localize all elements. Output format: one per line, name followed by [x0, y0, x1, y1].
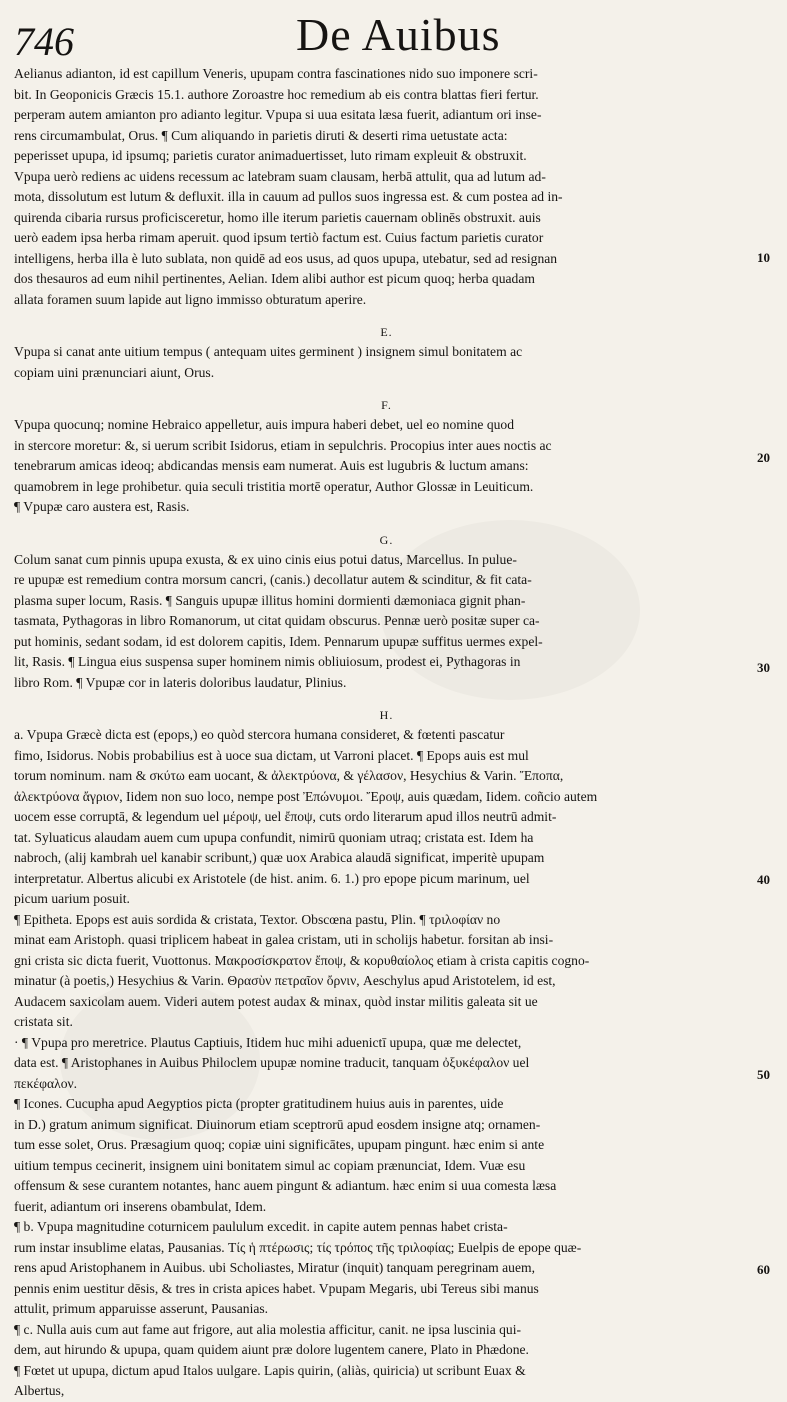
text-line: gni crista sic dicta fuerit, Vuottonus. Μακροσίσκρατον ἔποψ, & κορυθαίολος etiam à crista capitis cogno- [14, 952, 590, 968]
text-line: ¶ Icones. Cucupha apud Aegyptios picta (propter gratitudinem huius auis in parentes, uide [14, 1096, 504, 1111]
text-line: Vpupa uerò rediens ac uidens recessum ac latebram suam clausam, herbā attulit, qua ad lutum ad- [14, 168, 546, 184]
text-line: fimo, Isidorus. Nobis probabilius est à uoce sua dictam, ut Varroni placet. ¶ Epops auis est mul [14, 747, 529, 763]
text-line: in stercore moretur: &, si uerum scribit Isidorus, etiam in sepulchris. Procopius inter aues noctis ac [14, 437, 552, 453]
text-line: Audacem saxicolam auem. Videri autem potest audax & minax, quòd instar militis galeata sit ue [14, 993, 538, 1009]
section-letter-f: F. [381, 398, 392, 412]
text-line: nabroch, (alij kambrah uel kanabir scribunt,) quæ uox Arabica alaudā significat, imperitè upupam [14, 850, 545, 865]
text-line: intelligens, herba illa è luto sublata, non quidē ad eos usus, ad quos upupa, utebatur, sed ad resignan [14, 250, 558, 266]
text-line: ¶ c. Nulla auis cum aut fame aut frigore, aut alia molestia afficitur, canit. ne ipsa luscinia qui- [14, 1321, 522, 1337]
text-line: rens circumambulat, Orus. ¶ Cum aliquando in parietis diruti & deserti rima uetustate acta: [14, 127, 508, 143]
text-line: put hominis, sedant sodam, id est dolorem capitis, Idem. Pennarum upupæ suffitus uermes expel- [14, 633, 543, 649]
text-line: allata foramen suum lapide aut ligno immisso obturatum aperire. [14, 291, 367, 307]
section-letter-h: H. [379, 708, 394, 722]
text-line: offensum & sese curantem notantes, hanc auem pingunt & adiantum. hæc enim si uua comesta læsa [14, 1178, 557, 1193]
section-letter-g: G. [379, 532, 394, 547]
text-line: uocem esse corruptā, & legendum uel μέροψ, uel ἔποψ, cuts ordo literarum apud illos neutrū admit- [14, 809, 557, 824]
paragraph-block [14, 64, 759, 310]
body-text [14, 64, 759, 1402]
text-line: picum uarium posuit. [14, 891, 130, 906]
text-line: Vpupa si canat ante uitium tempus ( antequam uites germinent ) insignem simul bonitatem ac [14, 344, 523, 359]
text-line: peperisset upupa, id ipsumq; parietis curator animaduertisset, luto rimam expleuit & obstruxit. [14, 148, 527, 163]
text-line: attulit, primum apparuisse asserunt, Pausanias. [14, 1301, 269, 1316]
text-line: · ¶ Vpupa pro meretrice. Plautus Captiuis, Itidem huc mihi aduenictī upupa, quæ me delectet, [14, 1034, 522, 1050]
text-line: uitium tempus cecinerit, insignem uini bonitatem simul ac copiam prænunciat, Idem. Vuæ esu [14, 1157, 526, 1173]
text-line: uerò eadem ipsa herba rimam aperuit. quod ipsum tertiò factum est. Cuius factum parietis curator [14, 230, 544, 245]
text-line: quamobrem in lege prohibetur. quia seculi tristitia mortē operatur, Author Glossæ in Leuiticum. [14, 478, 534, 494]
text-line: bit. In Geoponicis Græcis 15.1. authore Zoroastre hoc remedium ab eis contra blattas fieri fertur. [14, 86, 539, 102]
page-number: 746 [14, 19, 74, 64]
text-line: tum esse solet, Orus. Præsagium quoq; copiæ uini significātes, upupam pingunt. hæc enim si ante [14, 1137, 545, 1152]
spacer [14, 518, 759, 530]
text-line: ¶ Vpupæ caro austera est, Rasis. [14, 499, 190, 514]
text-line: a. Vpupa Græcè dicta est (epops,) eo quòd stercora humana consideret, & fœtenti pascatur [14, 727, 505, 742]
spacer [14, 693, 759, 705]
text-line: tat. Syluaticus alaudam auem cum upupa confundit, nimirū quoniam utraq; cristata est. Idem ha [14, 829, 534, 845]
text-line: cristata sit. [14, 1014, 73, 1029]
margin-number: 30 [757, 660, 770, 675]
text-line: dem, aut hirundo & upupa, quam quidem aiunt præ dolore lugentem canere, Plato in Phædone. [14, 1342, 529, 1357]
section-letter-e: E. [380, 325, 393, 339]
spacer [14, 383, 759, 395]
text-line: fuerit, adiantum ori inserens obambulat, Idem. [14, 1198, 267, 1214]
section-g [14, 550, 759, 694]
text-line: Albertus, [14, 1383, 65, 1398]
text-line: lit, Rasis. ¶ Lingua eius suspensa super hominem nimis obliuiosum, prodest ei, Pythagoras in [14, 654, 521, 669]
margin-line-numbers [757, 0, 787, 1349]
text-line: ¶ Epitheta. Epops est auis sordida & cristata, Textor. Obscœna pastu, Plin. ¶ τριλοφίαν no [14, 911, 501, 927]
text-line: libro Rom. ¶ Vpupæ cor in lateris doloribus laudatur, Plinius. [14, 674, 347, 690]
margin-number: 60 [757, 1262, 770, 1277]
text-line: re upupæ est remedium contra morsum cancri, (canis.) decollatur autem & scinditur, & fit cata- [14, 572, 532, 587]
text-line: ἀλεκτρύονα ἄγριον, Iidem non suo loco, nempe post Ἐπώνυμοι. Ἔροψ, auis quædam, Iidem. coñcio autem [14, 788, 598, 804]
text-line: minatur (à poetis,) Hesychius & Varin. Θρασὺν πετραῖον ὄρνιν, Aeschylus apud Aristotelem, id est, [14, 973, 556, 988]
spacer [14, 310, 759, 322]
text-line: ¶ b. Vpupa magnitudine coturnicem paululum excedit. in capite autem pennas habet crista- [14, 1219, 508, 1234]
text-line: tenebrarum amicas ideoq; abdicandas mensis eam numerat. Auis est lugubris & luctum amans: [14, 458, 529, 473]
text-line: plasma super locum, Rasis. ¶ Sanguis upupæ illitus homini dormienti dæmoniaca gignit phan- [14, 592, 526, 608]
margin-number: 40 [757, 872, 770, 887]
text-line: rum instar insublime elatas, Pausanias. Τίς ἡ πτέρωσις; τίς τρόπος τῆς τριλοφίας; Euelpis de epope quæ- [14, 1239, 582, 1255]
text-line: in D.) gratum animum significat. Diuinorum etiam sceptrorū apud eosdem insigne atq; ornamen- [14, 1116, 541, 1132]
text-line: Colum sanat cum pinnis upupa exusta, & ex uino cinis eius potui datus, Marcellus. In pulue- [14, 551, 517, 567]
margin-number: 10 [757, 250, 770, 265]
section-h [14, 725, 759, 1402]
margin-number: 20 [757, 450, 770, 465]
margin-number: 50 [757, 1067, 770, 1082]
page-header [0, 4, 787, 64]
text-line: interpretatur. Albertus alicubi ex Aristotele (de hist. anim. 6. 1.) pro epope picum marinum, uel [14, 870, 530, 886]
text-line: quirenda cibaria rursus proficisceretur, homo ille iterum parietis cauernam oblinēs obstruxit. auis [14, 209, 541, 225]
text-line: data est. ¶ Aristophanes in Auibus Philoclem upupæ nomine traducit, tanquam ὀξυκέφαλον uel [14, 1055, 530, 1070]
text-line: perperam autem amianton pro adianto legitur. Vpupa si uua esitata læsa fuerit, adiantum ori inse- [14, 107, 542, 122]
text-line: copiam uini prænunciari aiunt, Orus. [14, 364, 215, 380]
text-line: dos thesauros ad eum nihil pertinentes, Aelian. Idem alibi author est picum quoq; herba quadam [14, 271, 535, 286]
text-line: torum nominum. nam & σκύτω eam uocant, & ἀλεκτρύονα, & γέλασον, Hesychius & Varin. Ἔποπα, [14, 768, 564, 783]
text-line: rens apud Aristophanem in Auibus. ubi Scholiastes, Miratur (inquit) tanquam peregrinam auem, [14, 1260, 535, 1275]
text-line: Vpupa quocunq; nomine Hebraico appelletur, auis impura haberi debet, uel eo nomine quod [14, 417, 515, 432]
section-e [14, 342, 759, 383]
text-line: Aelianus adianton, id est capillum Veneris, upupam contra fascinationes nido suo imponere scri- [14, 66, 538, 81]
text-line: mota, dissolutum est lutum & defluxit. illa in cauum ad pullos suos ingressa est. & cum postea ad in- [14, 189, 563, 204]
text-line: ¶ Fœtet ut upupa, dictum apud Italos uulgare. Lapis quirin, (aliàs, quiricia) ut scribunt Euax & [14, 1362, 526, 1378]
text-line: tasmata, Pythagoras in libro Romanorum, ut citat quidam obscurus. Pennæ uerò positæ super ca- [14, 613, 540, 628]
text-line: pennis enim uestitur dēsis, & tres in crista apices habet. Vpupam Megaris, ubi Tereus sibi manus [14, 1280, 539, 1296]
running-title: De Auibus [296, 9, 501, 60]
text-line: πεκέφαλον. [14, 1075, 78, 1091]
section-f [14, 415, 759, 518]
text-line: minat eam Aristoph. quasi triplicem habeat in galea cristam, uti in scholijs habetur. forsitan ab insi- [14, 932, 554, 947]
